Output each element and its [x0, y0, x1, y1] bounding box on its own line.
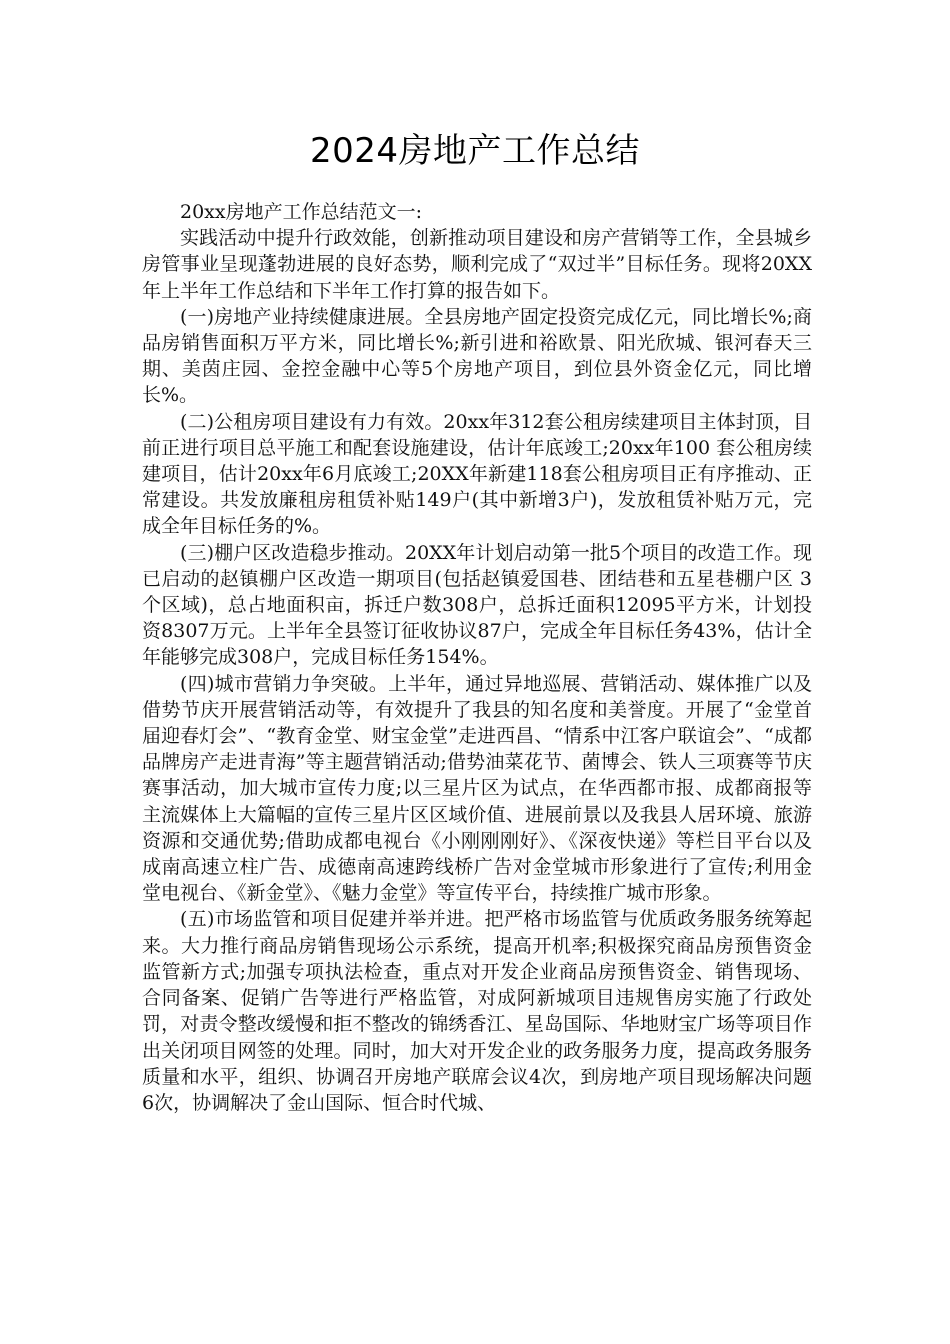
paragraph-section-3: (三)棚户区改造稳步推动。20XX年计划启动第一批5个项目的改造工作。现已启动的赵镇棚户区改造一期项目(包括赵镇爱国巷、团结巷和五星巷棚户区 3个区域)，总占地面积亩，拆迁户数308户，总拆迁面积12095平方米，计划投资8307万元。上半年全县签订征收协议87户，完成全年目标任务43%，估计全年能够完成308户，完成目标任务154%。 [142, 541, 812, 669]
document-body [142, 199, 812, 1116]
paragraph-section-5: (五)市场监管和项目促建并举并进。把严格市场监管与优质政务服务统筹起来。大力推行商品房销售现场公示系统，提高开机率;积极探究商品房预售资金监管新方式;加强专项执法检查，重点对开发企业商品房预售资金、销售现场、合同备案、促销广告等进行严格监管，对成阿新城项目违规售房实施了行政处罚，对责令整改缓慢和拒不整改的锦绣香江、星岛国际、华地财宝广场等项目作出关闭项目网签的处理。同时，加大对开发企业的政务服务力度，提高政务服务质量和水平，组织、协调召开房地产联席会议4次，到房地产项目现场解决问题6次，协调解决了金山国际、恒合时代城、 [142, 908, 812, 1114]
paragraph-section-1: (一)房地产业持续健康进展。全县房地产固定投资完成亿元，同比增长%;商品房销售面积万平方米，同比增长%;新引进和裕欧景、阳光欣城、银河春天三期、美茵庄园、金控金融中心等5个房地产项目，到位县外资金亿元，同比增长%。 [142, 305, 812, 407]
paragraph-intro: 20xx房地产工作总结范文一: [180, 201, 423, 223]
paragraph-section-4: (四)城市营销力争突破。上半年，通过异地巡展、营销活动、媒体推广以及借势节庆开展营销活动等，有效提升了我县的知名度和美誉度。开展了“金堂首届迎春灯会”、“教育金堂、财宝金堂”走进西昌、“情系中江客户联谊会”、“成都品牌房产走进青海”等主题营销活动;借势油菜花节、菌博会、铁人三项赛等节庆赛事活动，加大城市宣传力度;以三星片区为试点，在华西都市报、成都商报等主流媒体上大篇幅的宣传三星片区区域价值、进展前景以及我县人居环境、旅游资源和交通优势;借助成都电视台《小刚刚刚好》、《深夜快递》等栏目平台以及成南高速立柱广告、成德南高速跨线桥广告对金堂城市形象进行了宣传;利用金堂电视台、《新金堂》、《魅力金堂》等宣传平台，持续推广城市形象。 [142, 672, 812, 905]
paragraph-section-2: (二)公租房项目建设有力有效。20xx年312套公租房续建项目主体封顶，目前正进行项目总平施工和配套设施建设，估计年底竣工;20xx年100 套公租房续建项目，估计20xx年6月底竣工;20XX年新建118套公租房项目正有序推动、正常建设。共发放廉租房租赁补贴149户(其中新增3户)，发放租赁补贴万元，完成全年目标任务的%。 [142, 410, 812, 538]
document-title: 2024房地产工作总结 [309, 131, 641, 171]
paragraph-overview: 实践活动中提升行政效能，创新推动项目建设和房产营销等工作，全县城乡房管事业呈现蓬勃进展的良好态势，顺利完成了“双过半”目标任务。现将20XX年上半年工作总结和下半年工作打算的报告如下。 [142, 227, 812, 302]
